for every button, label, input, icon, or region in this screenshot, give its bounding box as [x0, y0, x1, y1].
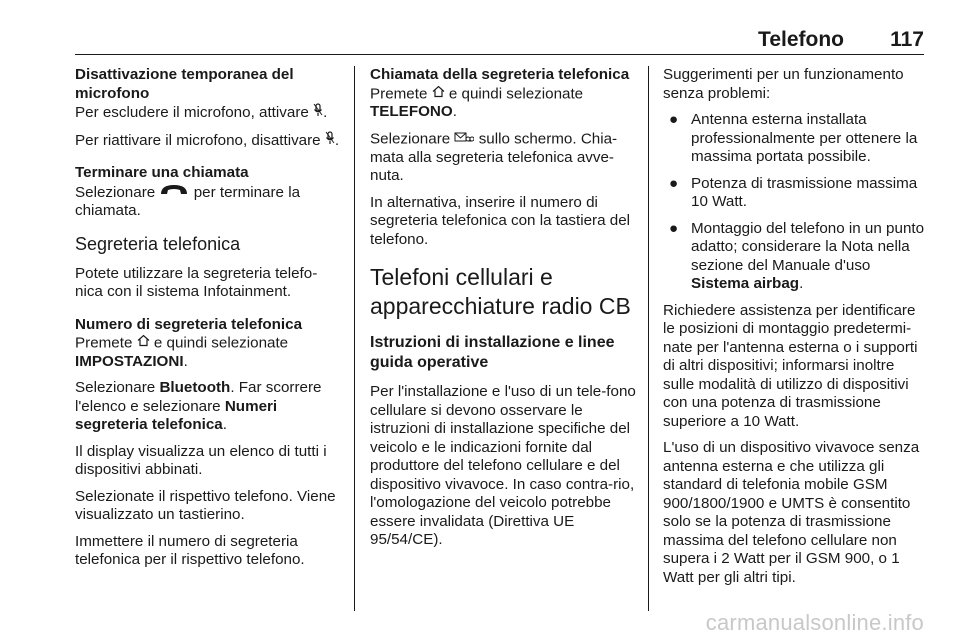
paragraph-mute-on [75, 103, 345, 123]
text: . [452, 103, 457, 121]
paragraph-enter-number: Immettere il numero di segreteria telefonica per il rispettivo telefono. [75, 532, 305, 569]
text: . Far scorrere l'elenco e selezionare [75, 379, 322, 415]
heading-installation: Istruzioni di installazione e linee guida operative [370, 334, 615, 372]
paragraph-select-voicemail [370, 130, 636, 186]
hang-up-icon [159, 183, 189, 203]
heading-mute-mic: Disattivazione temporanea del microfono [75, 66, 294, 102]
text: Per escludere il microfono, attivare [75, 103, 309, 121]
text-bold: IMPOSTAZIONI [75, 352, 184, 370]
text: Per riattivare il microfono, disattivare [75, 131, 321, 149]
home-icon [432, 85, 445, 104]
microphone-mute-icon [325, 131, 335, 151]
paragraph-tips: Suggerimenti per un funzionamento senza problemi: [663, 66, 904, 102]
text: Selezionare [75, 379, 156, 397]
text: . [323, 103, 328, 121]
bullet-icon: ● [669, 111, 679, 128]
text: Potenza di trasmissione massima 10 Watt. [691, 174, 918, 210]
text: Premete [370, 84, 428, 102]
heading-end-call: Terminare una chiamata [75, 164, 249, 181]
text: . [334, 131, 340, 149]
page-section-title: Telefono [758, 28, 844, 51]
paragraph-select-phone: Selezionate il rispettivo telefono. Viene visualizzato un tastierino. [75, 487, 336, 524]
voicemail-icon [454, 130, 474, 149]
heading-mobile-cb: Telefoni cellulari e apparecchiature radio CB [370, 264, 631, 320]
text: sullo schermo. Chia-mata alla segreteria telefonica avve-nuta. [370, 130, 618, 185]
bullet-icon: ● [669, 174, 679, 192]
paragraph-mute-off [75, 131, 345, 151]
text: Montaggio del telefono in un punto adatto; considerare la Nota nella sezione del Manuale d'uso [691, 219, 925, 274]
text: . [183, 352, 188, 370]
heading-voicemail-number: Numero di segreteria telefonica [75, 315, 303, 333]
header-divider [75, 54, 924, 55]
paragraph-select-bluetooth [75, 379, 345, 435]
paragraph-assistance: Richiedere assistenza per identificare le posizioni di montaggio predetermi-nate per l'antenna esterna o i supporti di altri dispositivi; informarsi inoltre sulle modalità di utilizzo di dispositivi con una potenza di trasmissione superiore a 10 Watt. [663, 301, 918, 430]
text: Selezionare [75, 183, 156, 201]
bullet-icon: ● [669, 219, 679, 237]
page-number: 117 [890, 28, 924, 51]
text: . [799, 275, 804, 292]
heading-call-voicemail: Chiamata della segreteria telefonica [370, 66, 630, 83]
text: Antenna esterna installata professionalmente per ottenere la massima portata possibile. [691, 111, 918, 165]
list-item [663, 220, 928, 294]
paragraph-alternative: In alternativa, inserire il numero di segreteria telefonica con la tastiera del telefono. [370, 193, 631, 248]
column-divider-2 [648, 66, 649, 611]
watermark: carmanualsonline.info [705, 610, 924, 635]
list-item [663, 175, 928, 212]
paragraph-installation: Per l'installazione e l'uso di un tele-fono cellulare si devono osservare le istruzioni di installazione specifiche del veicolo e le indicazioni fornite dal produttore del telefono cellulare e del dispositivo vivavoce. In caso contra-rio, l'omologazione del veicolo potrebbe essere invalidata (Direttiva UE 95/54/CE). [370, 383, 636, 549]
microphone-mute-icon [313, 103, 323, 123]
text: Premete [75, 334, 133, 352]
paragraph-end-call [75, 183, 345, 221]
column-divider-1 [354, 66, 355, 611]
list-item [663, 111, 928, 167]
text-bold: Sistema airbag [691, 275, 800, 292]
text-bold: Bluetooth [159, 379, 231, 397]
text: e quindi selezionate [448, 84, 584, 102]
paragraph-press-home [75, 334, 345, 371]
column-3 [663, 66, 928, 595]
text-bold: TELEFONO [370, 103, 453, 121]
paragraph-press-home-telefono [370, 85, 636, 122]
text: e quindi selezionate [153, 334, 289, 352]
paragraph-display-list: Il display visualizza un elenco di tutti i dispositivi abbinati. [75, 442, 327, 479]
text: . [222, 416, 227, 434]
column-1 [75, 66, 345, 578]
text: per terminare la chiamata. [75, 183, 301, 219]
text: Selezionare [370, 130, 451, 148]
page-header [0, 0, 960, 52]
text-bold: Numeri segreteria telefonica [75, 397, 278, 434]
column-2 [370, 66, 636, 558]
tips-list [663, 111, 928, 294]
home-icon [137, 334, 150, 353]
heading-voicemail: Segreteria telefonica [75, 233, 241, 254]
paragraph-handsfree-use: L'uso di un dispositivo vivavoce senza antenna esterna e che utilizza gli standard di telefonia mobile GSM 900/1800/1900 e UMTS è consentito solo se la potenza di trasmissione massima del telefono cellulare non supera i 2 Watt per il GSM 900, o 1 Watt per gli altri tipi. [663, 439, 920, 586]
paragraph-voicemail: Potete utilizzare la segreteria telefo-nica con il sistema Infotainment. [75, 264, 318, 300]
